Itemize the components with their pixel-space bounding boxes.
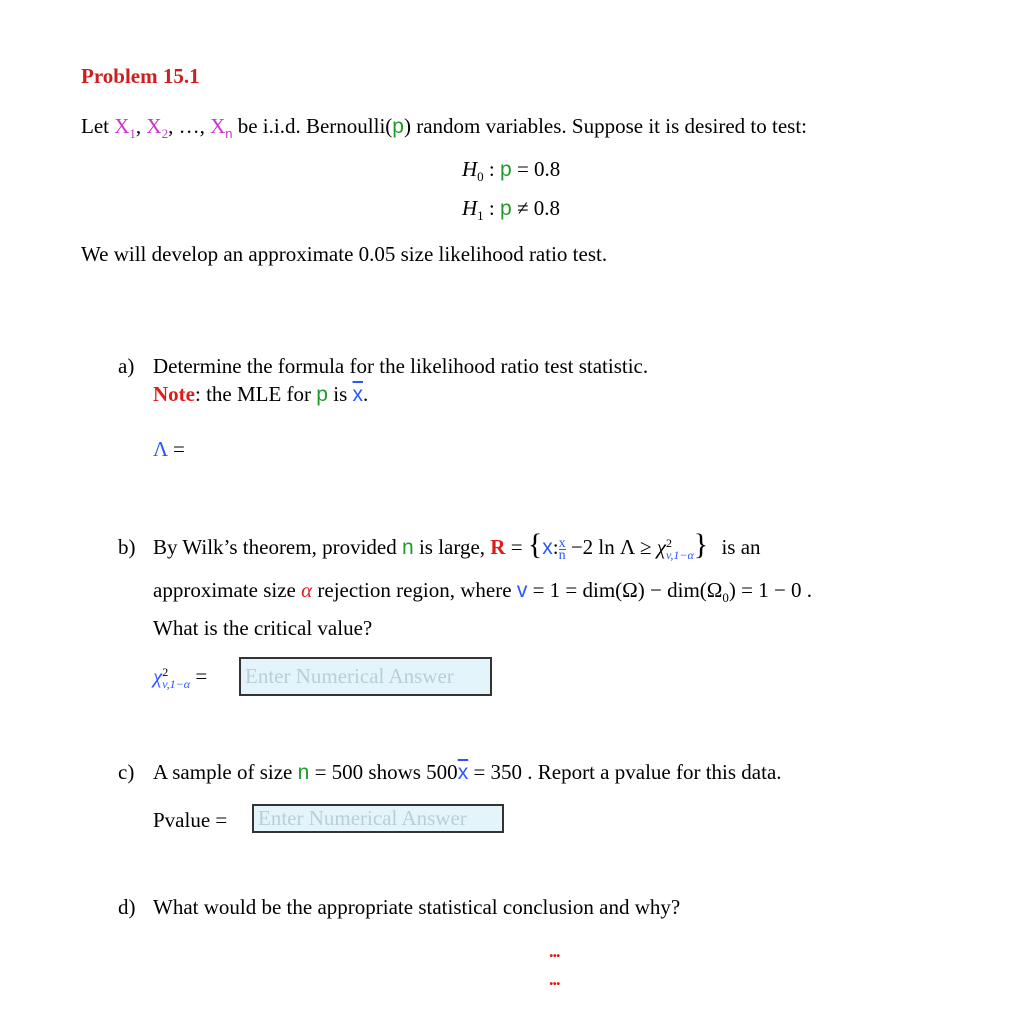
- rejection-R: R: [490, 535, 506, 559]
- hypothesis-h1: $H_1$ : p ≠ 0.8: [462, 196, 560, 224]
- chi-symbol: χ: [656, 535, 666, 559]
- pvalue-label: Pvalue =: [153, 808, 228, 832]
- part-d-label: d): [118, 895, 136, 919]
- xn-fraction: $\frac{x}{n}$: [558, 535, 566, 563]
- critical-value-label: χ 2 v,1−α =: [153, 664, 208, 692]
- intro-param: p: [392, 115, 404, 138]
- problem-title: Problem 15.1: [81, 64, 200, 88]
- develop-text: We will develop an approximate 0.05 size likelihood ratio test.: [81, 242, 608, 266]
- part-b-line-1: By Wilk’s theorem, provided n is large, R = {x: $\frac{x}{n}$ −2 ln Λ ≥ χ 2 v,1−α } is an: [153, 528, 761, 563]
- critical-value-input[interactable]: [239, 657, 492, 696]
- part-b-question: What is the critical value?: [153, 616, 373, 640]
- intro-line: Let $X_1$, $X_2$, …, $X_n$ be i.i.d. Bernoulli(p) random variables. Suppose it is desired to test:: [81, 114, 807, 142]
- part-c-text: A sample of size n = 500 shows $500\overline{x} = 350$ . Report a pvalue for this data.: [153, 760, 782, 784]
- set-open-brace: {: [527, 528, 543, 561]
- pvalue-input[interactable]: [252, 804, 504, 833]
- var-xn: $X_n$: [210, 114, 233, 142]
- lambda-symbol: Λ: [153, 437, 168, 461]
- intro-desc-2: ) random variables. Suppose it is desired to test:: [403, 114, 807, 138]
- part-c-label: c): [118, 760, 135, 784]
- part-a-label: a): [118, 354, 135, 378]
- continuation-dots-1: ...: [549, 941, 560, 961]
- lambda-equation: Λ =: [153, 437, 185, 461]
- hypothesis-h0: $H_0$ : p = 0.8: [462, 157, 561, 185]
- note-label: Note: [153, 382, 195, 406]
- set-close-brace: }: [693, 528, 709, 561]
- intro-ellipsis: …,: [178, 114, 205, 138]
- part-a-question: Determine the formula for the likelihood ratio test statistic.: [153, 354, 649, 378]
- part-a-note: Note: the MLE for p is $\overline{x}$.: [153, 382, 369, 406]
- intro-desc-1: be i.i.d. Bernoulli(: [237, 114, 393, 138]
- intro-let: Let: [81, 114, 109, 138]
- mle-xbar: $\overline{x}$: [352, 383, 363, 406]
- var-x1: $X_1$: [114, 114, 136, 142]
- part-b-label: b): [118, 535, 136, 559]
- continuation-dots-2: ...: [549, 969, 560, 989]
- var-x2: $X_2$: [146, 114, 169, 142]
- part-d-question: What would be the appropriate statistical conclusion and why?: [153, 895, 681, 919]
- part-b-line-2: approximate size α rejection region, where $v = 1 = dim(\Omega) - dim(\Omega_0) = 1 - 0$ .: [153, 578, 813, 606]
